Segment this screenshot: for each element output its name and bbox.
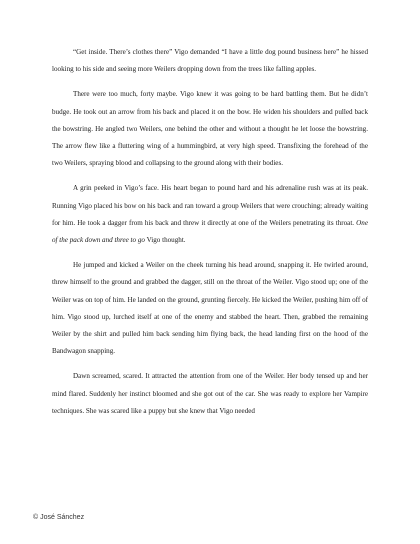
paragraph-2: There were too much, forty maybe. Vigo knew it was going to be hard battling them. But he didn’t budge. He took out an arrow from his back and placed it on the bow. He widen his shoulders and pulled back the bowstring. He angled two Weilers, one behind the other and without a thought he let loose the bowstring. The arrow flew like a fluttering wing of a hummingbird, at very high speed. Transfixing the forehead of the two Weilers, spraying blood and collapsing to the ground along with their bodies. bbox=[52, 90, 368, 168]
paragraph-1: “Get inside. There’s clothes there” Vigo demanded “I have a little dog pound business here” he hissed looking to his side and seeing more Weilers dropping down from the trees like falling apples. bbox=[52, 48, 368, 74]
paragraph-5: Dawn screamed, scared. It attracted the attention from one of the Weiler. Her body tensed up and her mind flared. Suddenly her instinct bloomed and she got out of the car. She was ready to explore her Vampire techniques. She was scared like a puppy but she knew that Vigo needed bbox=[52, 372, 368, 415]
paragraph-3-italic-thought: One of the pack down and three to go bbox=[52, 218, 368, 245]
copyright-footer: © José Sánchez bbox=[33, 514, 85, 521]
paragraph-3 bbox=[52, 180, 368, 249]
paragraph-3-text-before: A grin peeked in Vigo’s face. His heart began to pound hard and his adrenaline rush was at its peak. Running Vigo placed his bow on his back and ran toward a group Weilers that were crouching; already waiting for him. He took a dagger from his back and threw it directly at one of the Weilers penetrating its throat. bbox=[52, 184, 368, 227]
paragraph-3-text-after: Vigo thought. bbox=[144, 236, 186, 245]
document-body bbox=[52, 44, 368, 420]
paragraph-4: He jumped and kicked a Weiler on the cheek turning his head around, snapping it. He twirled around, threw himself to the ground and grabbed the dagger, still on the throat of the Weiler. Vigo stood up; one of the Weiler was on top of him. He landed on the ground, grunting fiercely. He kicked the Weiler, pushing him off of him. Vigo stood up, lurched itself at one of the enemy and stabbed the heart. Then, grabbed the remaining Weiler by the shirt and pulled him back sending him flying back, the head landing first on the hood of the Bandwagon snapping. bbox=[52, 261, 368, 356]
